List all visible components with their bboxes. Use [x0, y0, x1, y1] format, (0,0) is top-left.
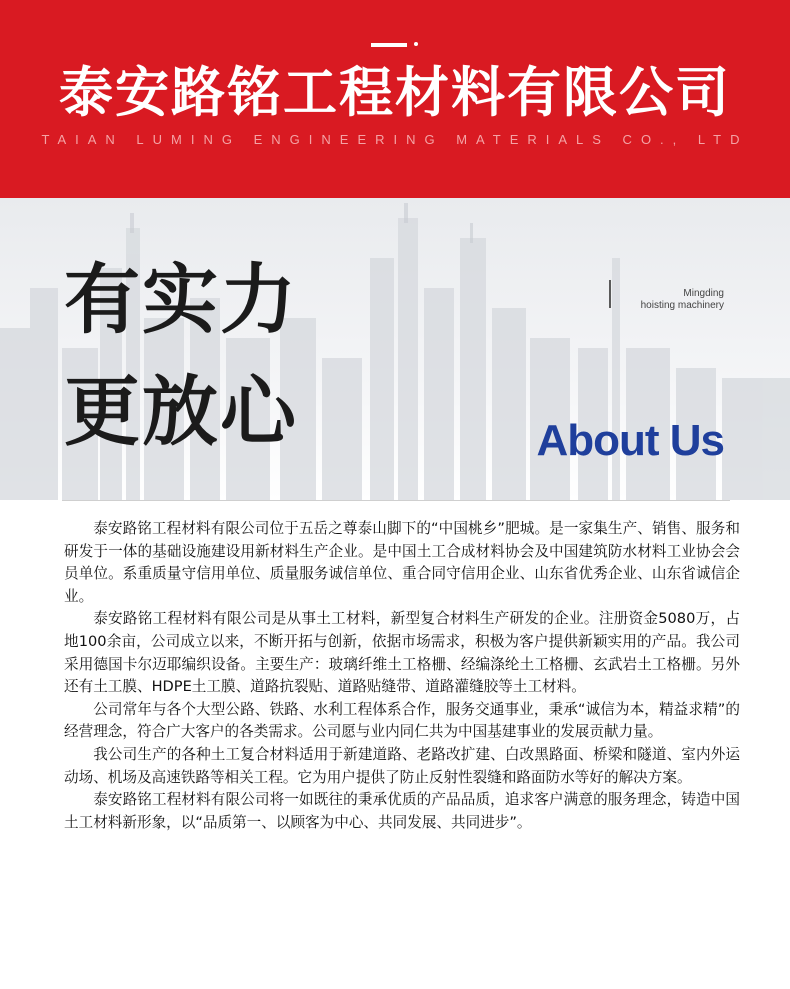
slogan-line-2: 更放心 — [64, 367, 298, 456]
tag-tick-line — [609, 280, 611, 308]
intro-paragraph: 泰安路铭工程材料有限公司将一如既往的秉承优质的产品品质，追求客户满意的服务理念，铸造中国土工材料新形象，以“品质第一、以顾客为中心、共同发展、共同进步”。 — [64, 791, 740, 831]
company-name: 泰安路铭工程材料有限公司 — [59, 61, 731, 124]
header-banner — [0, 0, 790, 198]
tagline-line-1: Mingding — [683, 288, 724, 299]
tagline — [641, 288, 724, 312]
header-dash-decoration — [371, 43, 407, 47]
intro-paragraph: 公司常年与各个大型公路、铁路、水利工程体系合作，服务交通事业，秉承“诚信为本，精益求精”的经营理念，符合广大客户的各类需求。公司愿与业内同仁共为中国基建事业的发展贡献力量。 — [64, 700, 741, 741]
company-name-en: TAIAN LUMING ENGINEERING MATERIALS CO., LTD — [41, 132, 749, 147]
slogan-line-1: 有实力 — [64, 255, 298, 344]
section-divider — [62, 500, 730, 501]
intro-paragraph: 泰安路铭工程材料有限公司是从事土工材料，新型复合材料生产研发的企业。注册资金5080万，占地100余亩，公司成立以来，不断开拓与创新，依据市场需求，积极为客户提供新颖实用的产品。我公司采用德国卡尔迈耶编织设备。主要生产：玻璃纤维土工格栅、经编涤纶土工格栅、玄武岩土工格栅。另外还有土工膜、HDPE土工膜、道路抗裂贴、道路贴缝带、道路灌缝胶等土工材料。 — [64, 610, 740, 696]
tagline-line-2: hoisting machinery — [640, 300, 724, 311]
intro-paragraph: 我公司生产的各种土工复合材料适用于新建道路、老路改扩建、白改黑路面、桥梁和隧道、室内外运动场、机场及高速铁路等相关工程。它为用户提供了防止反射性裂缝和路面防水等好的解决方案。 — [64, 745, 740, 786]
company-intro — [64, 518, 740, 834]
header-dot-decoration — [414, 42, 418, 46]
hero-section — [0, 198, 790, 500]
intro-paragraph: 泰安路铭工程材料有限公司位于五岳之尊泰山脚下的“中国桃乡”肥城。是一家集生产、销售、服务和研发于一体的基础设施建设用新材料生产企业。是中国土工合成材料协会及中国建筑防水材料工业协会会员单位。系重质量守信用单位、质量服务诚信单位、重合同守信用企业、山东省优秀企业、山东省诚信企业。 — [64, 520, 740, 605]
about-us-title: About Us — [536, 416, 724, 465]
